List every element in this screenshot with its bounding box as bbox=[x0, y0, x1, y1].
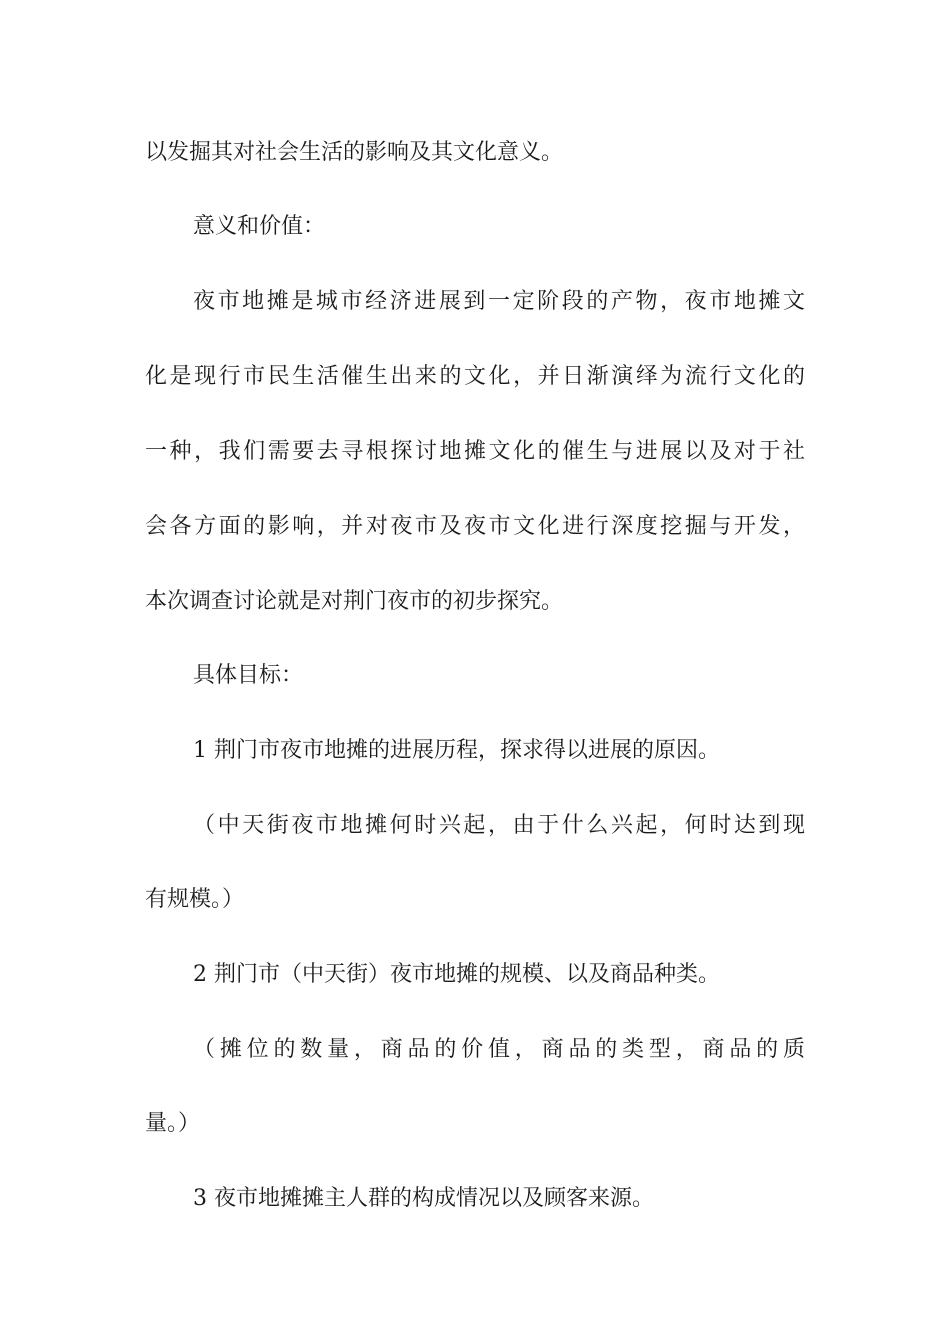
objective-note-line: 有规模。） bbox=[145, 887, 245, 912]
objective-item-1: 1 荆门市夜市地摊的进展历程，探求得以进展的原因。 bbox=[193, 738, 720, 763]
paragraph-line: 化是现行市民生活催生出来的文化，并日渐演绎为流行文化的 bbox=[145, 364, 805, 389]
objective-note-line: （中天街夜市地摊何时兴起，由于什么兴起，何时达到现 bbox=[193, 813, 805, 838]
paragraph-line: 会各方面的影响，并对夜市及夜市文化进行深度挖掘与开发， bbox=[145, 514, 805, 539]
objective-item-3: 3 夜市地摊摊主人群的构成情况以及顾客来源。 bbox=[193, 1186, 654, 1211]
section-heading-objectives: 具体目标： bbox=[193, 663, 304, 688]
section-heading-significance: 意义和价值： bbox=[193, 214, 326, 239]
objective-note-line: （摊位的数量，商品的价值，商品的类型，商品的质 bbox=[193, 1037, 805, 1062]
objective-note-line: 量。） bbox=[145, 1111, 201, 1136]
paragraph-line: 一种，我们需要去寻根探讨地摊文化的催生与进展以及对于社 bbox=[145, 439, 805, 464]
paragraph-line: 夜市地摊是城市经济进展到一定阶段的产物，夜市地摊文 bbox=[193, 289, 805, 314]
objective-item-2: 2 荆门市（中天街）夜市地摊的规模、以及商品种类。 bbox=[193, 962, 720, 987]
paragraph-continuation-line: 以发掘其对社会生活的影响及其文化意义。 bbox=[145, 140, 564, 165]
paragraph-line: 本次调查讨论就是对荆门夜市的初步探究。 bbox=[145, 589, 564, 614]
